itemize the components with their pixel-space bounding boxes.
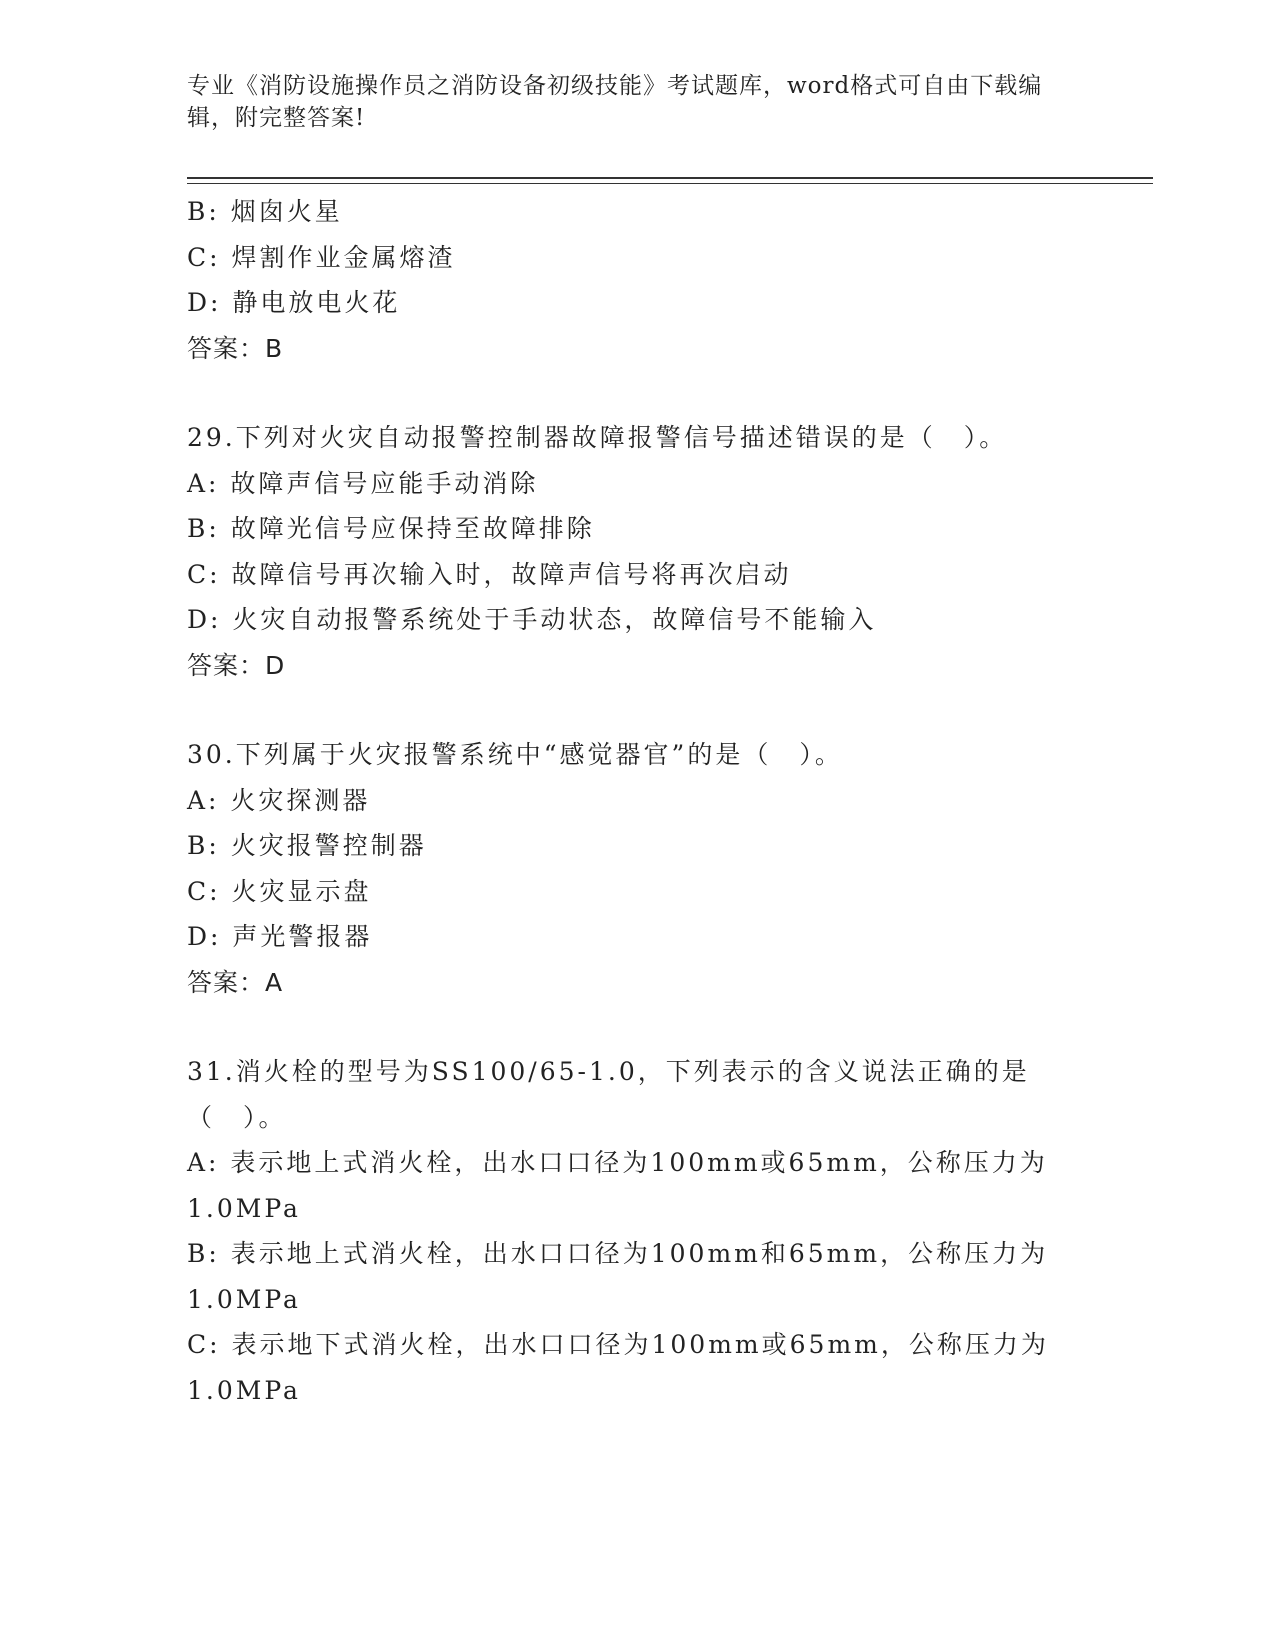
header-rule-thick (187, 177, 1153, 179)
question-stem-31: 31.消火栓的型号为SS100/65-1.0，下列表示的含义说法正确的是（ ）。 (187, 1057, 1030, 1132)
option-a: A: 故障声信号应能手动消除 (187, 468, 539, 498)
option-d: D: 火灾自动报警系统处于手动状态，故障信号不能输入 (187, 605, 877, 634)
option-a: A: 表示地上式消火栓，出水口口径为100mm或65mm，公称压力为1.0MPa (187, 1148, 1048, 1223)
option-b: B: 火灾报警控制器 (187, 831, 427, 860)
option-b: B: 烟囱火星 (187, 197, 343, 226)
option-d: D: 声光警报器 (187, 922, 373, 951)
option-a: A: 火灾探测器 (187, 785, 371, 815)
option-b: B: 故障光信号应保持至故障排除 (187, 514, 595, 543)
option-c: C: 焊割作业金属熔渣 (187, 242, 456, 272)
answer-line: 答案：A (187, 967, 284, 997)
answer-line: 答案：D (187, 650, 286, 680)
option-b: B: 表示地上式消火栓，出水口口径为100mm和65mm，公称压力为1.0MPa (187, 1239, 1049, 1314)
header-rule-thin (187, 183, 1153, 184)
option-c: C: 火灾显示盘 (187, 876, 372, 906)
option-d: D: 静电放电火花 (187, 288, 401, 317)
question-stem-30: 30.下列属于火灾报警系统中“感觉器官”的是（ ）。 (187, 740, 843, 769)
question-content (187, 189, 1067, 1413)
question-stem-29: 29.下列对火灾自动报警控制器故障报警信号描述错误的是（ ）。 (187, 423, 1008, 452)
option-c: C: 表示地下式消火栓，出水口口径为100mm或65mm，公称压力为1.0MPa (187, 1330, 1049, 1405)
answer-line: 答案：B (187, 333, 284, 363)
option-c: C: 故障信号再次输入时，故障声信号将再次启动 (187, 559, 792, 589)
document-header: 专业《消防设施操作员之消防设备初级技能》考试题库，word格式可自由下载编辑，附完整答案! (187, 73, 1043, 131)
